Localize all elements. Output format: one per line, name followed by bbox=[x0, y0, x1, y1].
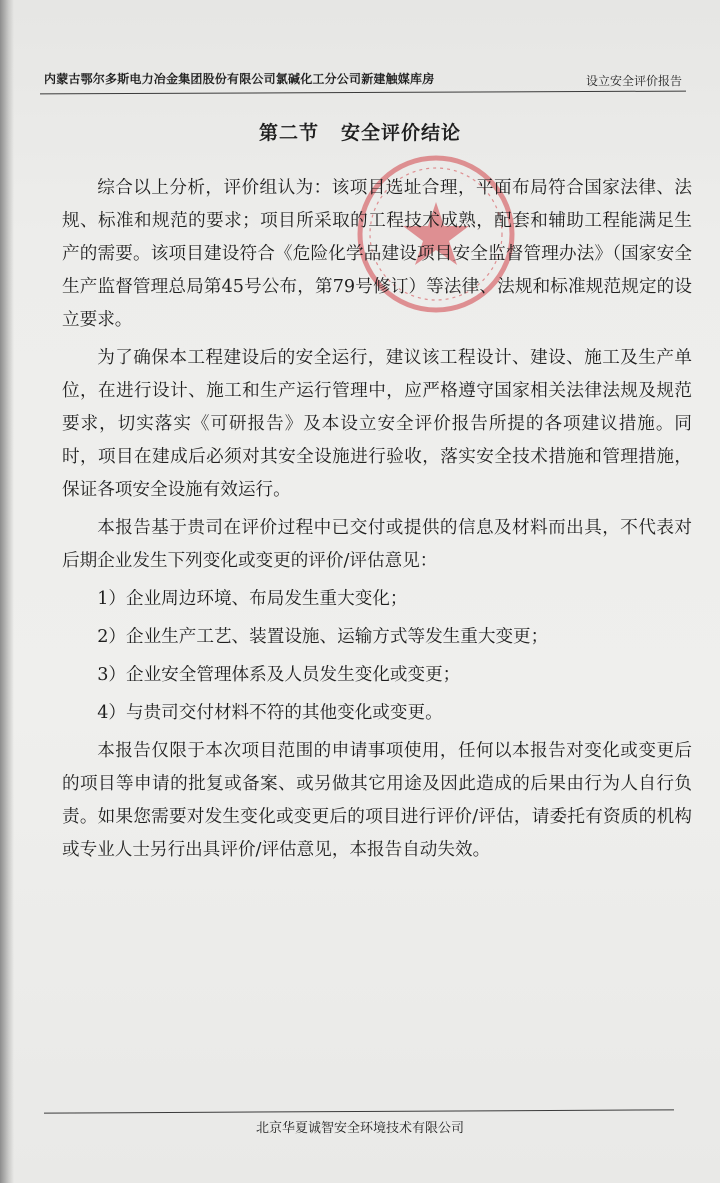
section-title bbox=[0, 118, 720, 145]
conclusion-paragraph: 综合以上分析，评价组认为：该项目选址合理，平面布局符合国家法律、法规、标准和规范的要求；项目所采取的工程技术成熟，配套和辅助工程能满足生产的需要。该项目建设符合《危险化学品建设项目安全监督管理办法》（国家安全生产监督管理总局第45号公布，第79号修订）等法律、法规和标准规范规定的设立要求。 bbox=[62, 178, 692, 330]
scope-paragraph: 本报告基于贵司在评价过程中已交付或提供的信息及材料而出具，不代表对后期企业发生下列变化或变更的评价/评估意见： bbox=[62, 518, 692, 571]
page-edge-shadow bbox=[0, 0, 14, 1183]
footer-divider bbox=[44, 1109, 674, 1113]
list-item: 3）企业安全管理体系及人员发生变化或变更； bbox=[97, 665, 461, 685]
header-divider bbox=[40, 91, 686, 95]
footer-company-name: 北京华夏诚智安全环境技术有限公司 bbox=[255, 1121, 464, 1136]
list-item: 2）企业生产工艺、装置设施、运输方式等发生重大变更； bbox=[97, 627, 549, 647]
disclaimer-paragraph: 本报告仅限于本次项目范围的申请事项使用，任何以本报告对变化或变更后的项目等申请的批复或备案、或另做其它用途及因此造成的后果由行为人自行负责。如果您需要对发生变化或变更后的项目进行评价/评估，请委托有资质的机构或专业人士另行出具评价/评估意见，本报告自动失效。 bbox=[62, 741, 692, 860]
recommendation-paragraph: 为了确保本工程建设后的安全运行，建议该工程设计、建设、施工及生产单位，在进行设计、施工和生产运行管理中，应严格遵守国家相关法律法规及规范要求，切实落实《可研报告》及本设立安全评价报告所提的各项建议措施。同时，项目在建成后必须对其安全设施进行验收，落实安全技术措施和管理措施，保证各项安全设施有效运行。 bbox=[62, 348, 692, 500]
list-item: 1）企业周边环境、布局发生重大变化； bbox=[97, 589, 408, 609]
section-number: 第二节 bbox=[258, 122, 319, 144]
section-heading: 安全评价结论 bbox=[341, 122, 462, 144]
header-project-name: 内蒙古鄂尔多斯电力冶金集团股份有限公司氯碱化工分公司新建触媒库房 bbox=[44, 72, 435, 86]
header-report-type: 设立安全评价报告 bbox=[585, 74, 682, 88]
list-item: 4）与贵司交付材料不符的其他变化或变更。 bbox=[97, 703, 443, 723]
report-body bbox=[62, 172, 692, 872]
